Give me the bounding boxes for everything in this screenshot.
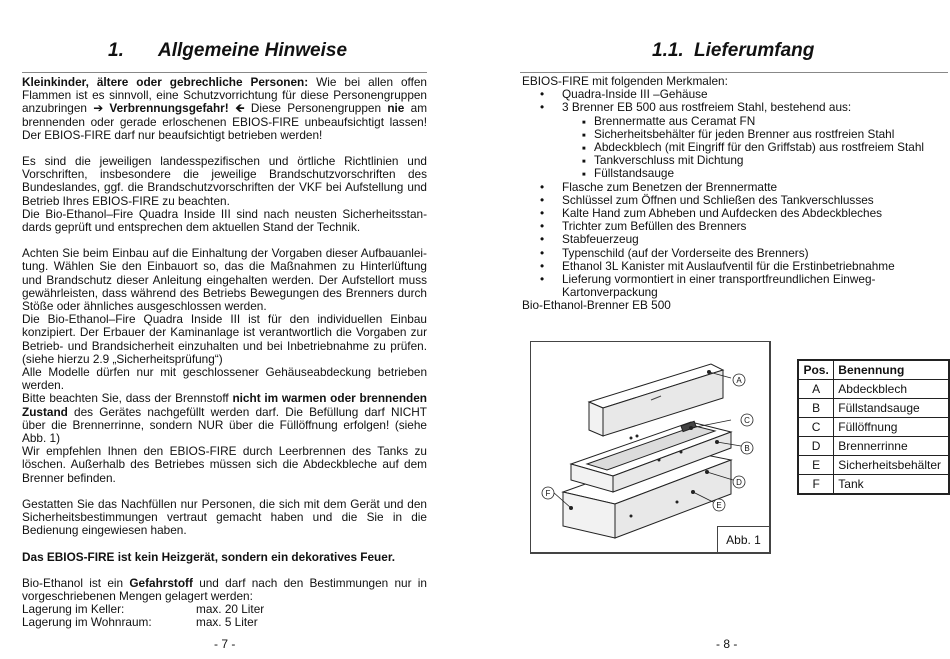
storage-value: max. 5 Liter — [196, 615, 258, 630]
callout-label: C — [744, 416, 750, 425]
heading-text: Lieferumfang — [694, 40, 815, 61]
paragraph-design: Die Bio-Ethanol–Fire Quadra Inside III ist für den individuellen Einbau konzipiert. Der Erbauer der Kaminanlage ist verantwortlich die Vorgaben zur Betrieb- und Brandsicherheit einzuhalten und bei Inbetriebnahme zu prüfen. (siehe hierzu 2.9 „Sicherheitsprüfung“) — [22, 312, 427, 366]
heading-number: 1.1. — [652, 40, 684, 61]
left-page — [22, 0, 427, 659]
arrow-right-icon: ➔ — [93, 101, 104, 116]
table-row — [798, 437, 949, 456]
callout-label: A — [736, 376, 742, 385]
paragraph-installation: Achten Sie beim Einbau auf die Einhaltung der Vorgaben dieser Aufbauanlei-tung. Wählen Sie den Einbauort so, das die Maßnahmen zu Hinterlüftung und Brandschutz dieser Anleitung eingehalten werden. Der Aufstellort muss gewährleisten, dass während des Betriebs Bewegungen des Brenners durch Stöße oder ähnliches ausgeschlossen werden. — [22, 246, 427, 314]
cell-pos: E — [798, 456, 834, 475]
paragraph-hazard — [22, 577, 427, 603]
figure-caption: Abb. 1 — [717, 526, 769, 552]
list-item: • Typenschild (auf der Vorderseite des Brenners) — [522, 247, 948, 260]
cell-pos: F — [798, 475, 834, 495]
callout-label: E — [716, 501, 722, 510]
table-row — [798, 399, 949, 418]
list-item: • Stabfeuerzeug — [522, 233, 948, 246]
cell-name: Füllöffnung — [834, 418, 949, 437]
sub-list-item: ■ Füllstandsauge — [562, 167, 948, 180]
burner-exploded-drawing — [531, 342, 769, 552]
intro-text: EBIOS-FIRE mit folgenden Merkmalen: — [522, 74, 728, 88]
cell-name: Abdeckblech — [834, 380, 949, 399]
arrow-left-icon: 🡸 — [228, 101, 251, 116]
scope-of-delivery — [522, 75, 948, 313]
table-row — [798, 475, 949, 495]
cell-pos: D — [798, 437, 834, 456]
callout-label: B — [744, 444, 750, 453]
cell-pos: B — [798, 399, 834, 418]
table-row — [798, 380, 949, 399]
parts-legend-table — [797, 359, 950, 495]
list-item: • Lieferung vormontiert in einer transportfreundlichen Einweg-Kartonverpackung — [522, 273, 948, 299]
storage-label: Lagerung im Wohnraum: — [22, 615, 152, 630]
cell-name: Sicherheitsbehälter — [834, 456, 949, 475]
paragraph-refill — [22, 392, 427, 445]
list-item: • Quadra-Inside III –Gehäuse — [522, 88, 948, 101]
list-item: • Ethanol 3L Kanister mit Auslaufventil für die Erstinbetriebnahme — [522, 260, 948, 273]
storage-value: max. 20 Liter — [196, 602, 265, 617]
column-header-name: Benennung — [834, 360, 949, 380]
cell-name: Tank — [834, 475, 949, 495]
right-page — [520, 0, 948, 659]
text: Wie bei allen offen Flammen ist es sinnvoll, eine Schutzvorrichtung für diese Personengruppen anzubringen — [22, 75, 427, 116]
text: Bitte beachten Sie, dass der Brennstoff — [22, 391, 233, 406]
cell-name: Füllstandsauge — [834, 399, 949, 418]
list-item: • Trichter zum Befüllen des Brenners — [522, 220, 948, 233]
callout-label: F — [545, 489, 551, 498]
callout-label: D — [736, 478, 742, 487]
heading-number: 1. — [108, 40, 124, 61]
table-row — [798, 456, 949, 475]
list-item: • Kalte Hand zum Abheben und Aufdecken des Abdeckbleches — [522, 207, 948, 220]
text: Diese Personengruppen — [250, 101, 388, 116]
list-item — [522, 101, 948, 180]
table-header-row — [798, 360, 949, 380]
right-page-heading — [652, 40, 814, 62]
page-number: - 8 - — [716, 637, 738, 651]
burner-figure — [530, 341, 771, 554]
text: Bio-Ethanol ist ein — [22, 575, 130, 590]
cell-pos: C — [798, 418, 834, 437]
list-item: • Flasche zum Benetzen der Brennermatte — [522, 181, 948, 194]
page-number: - 7 - — [214, 637, 236, 651]
sub-list-item: ■ Tankverschluss mit Dichtung — [562, 154, 948, 167]
paragraph-notice — [22, 551, 427, 564]
delivery-list — [522, 88, 948, 299]
paragraph-safety — [22, 76, 427, 142]
heading-text: Allgemeine Hinweise — [158, 40, 348, 61]
text: und darf nach den Bestimmungen nur in vorgeschriebenen Mengen gelagert werden: — [22, 575, 427, 603]
bold-text: nicht im warmen oder brennenden Zustand — [22, 391, 427, 419]
text: am brennenden oder gerade erloschenen EBIOS-FIRE unbeaufsichtigt lassen! Der EBIOS-FIRE darf nur beaufsichtigt betrieben werden! — [22, 101, 428, 142]
cell-name: Brennerrinne — [834, 437, 949, 456]
bold-text: Gefahrstoff — [129, 575, 193, 590]
outro-text: Bio-Ethanol-Brenner EB 500 — [522, 298, 671, 313]
sub-list-item: ■ Abdeckblech (mit Eingriff für den Griffstab) aus rostfreiem Stahl — [562, 141, 948, 154]
storage-row — [22, 616, 427, 629]
left-body — [22, 76, 427, 630]
paragraph-regulations: Es sind die jeweiligen landesspezifischen und örtliche Richtlinien und Vorschriften, insbesondere die jeweilige Brandschutzvorschriften des Bundeslandes, ggf. die Brandschutzvorschriften der VKF bei Aufstellung und Betrieb Ihres EBIOS-FIRE zu beachten. — [22, 154, 427, 208]
list-item: • Schlüssel zum Öffnen und Schließen des Tankverschlusses — [522, 194, 948, 207]
sub-list-item: ■ Brennermatte aus Ceramat FN — [562, 115, 948, 128]
sub-list — [562, 115, 948, 181]
paragraph-persons: Gestatten Sie das Nachfüllen nur Personen, die sich mit dem Gerät und den Sicherheitsbestimmungen vertraut gemacht haben und die Sie in die Bedienung eingewiesen haben. — [22, 496, 427, 538]
bold-text: Das EBIOS-FIRE ist kein Heizgerät, sondern ein dekoratives Feuer. — [22, 549, 396, 564]
column-header-pos: Pos. — [798, 360, 834, 380]
bold-nie: nie — [387, 101, 405, 116]
paragraph-standards: Die Bio-Ethanol–Fire Quadra Inside III sind nach neusten Sicherheitsstan-dards geprüft und entsprechen dem aktuellen Stand der Technik. — [22, 206, 427, 235]
storage-label: Lagerung im Keller: — [22, 602, 125, 617]
paragraph-cover: Alle Modelle dürfen nur mit geschlossener Gehäuseabdeckung betrieben werden. — [22, 365, 427, 393]
list-item-text: 3 Brenner EB 500 aus rostfreiem Stahl, bestehend aus: — [562, 100, 852, 115]
paragraph-extinguish: Wir empfehlen Ihnen den EBIOS-FIRE durch Leerbrennen des Tanks zu löschen. Außerhalb des Betriebes müssen sich die Abdeckbleche auf dem Brenner befinden. — [22, 444, 427, 485]
sub-list-item: ■ Sicherheitsbehälter für jeden Brenner aus rostfreien Stahl — [562, 128, 948, 141]
cell-pos: A — [798, 380, 834, 399]
left-page-heading — [108, 40, 347, 62]
warning-text: Verbrennungsgefahr! — [103, 101, 229, 116]
text: des Gerätes nachgefüllt werden darf. Die Befüllung darf NICHT über die Brennerrinne, sondern NUR über die Füllöffnung erfolgen! (siehe Abb. 1) — [22, 404, 427, 446]
table-row — [798, 418, 949, 437]
bold-lead: Kleinkinder, ältere oder gebrechliche Personen: — [22, 75, 309, 89]
heading-rule — [22, 72, 427, 73]
heading-rule — [520, 72, 948, 73]
